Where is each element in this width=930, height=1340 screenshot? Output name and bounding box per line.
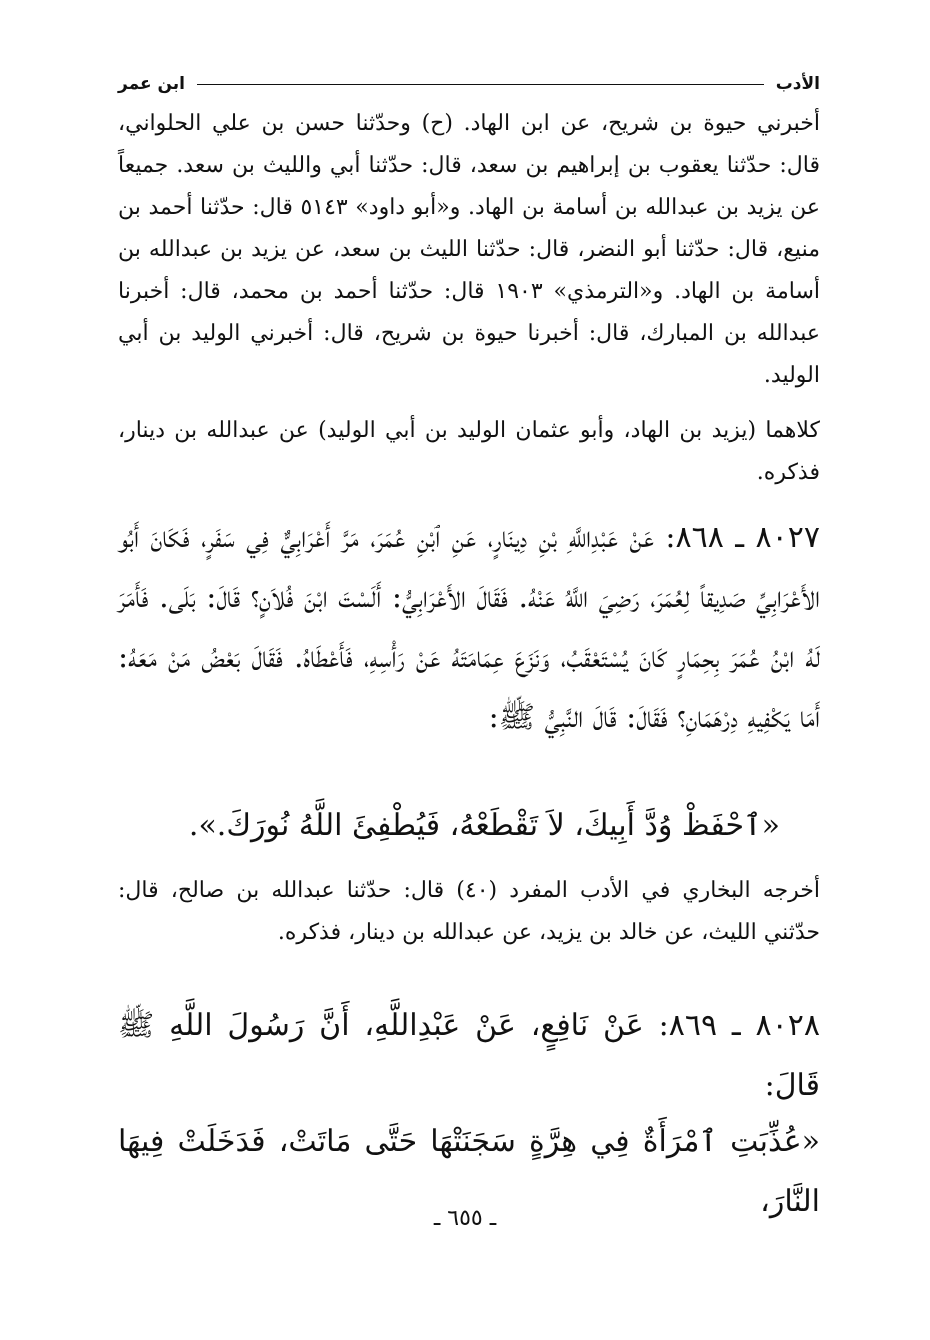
collation-note: كلاهما (يزيد بن الهاد، وأبو عثمان الوليد بن أبي الوليد) عن عبدالله بن دينار، فذكره.	[118, 418, 820, 485]
hadith-869-text: ٨٠٢٨ ـ ٨٦٩: عَنْ نَافِعٍ، عَنْ عَبْدِاللَّهِ، أَنَّ رَسُولَ اللَّهِ ﷺ قَالَ:	[118, 1008, 820, 1103]
header-narrator: ابن عمر	[118, 74, 186, 94]
header-chapter: الأدب	[775, 74, 820, 94]
hadith-868-quote: «ٱحْفَظْ وُدَّ أَبِيكَ، لاَ تَقْطَعْهُ، فَيُطْفِئَ اللَّهُ نُورَكَ.».	[188, 808, 780, 843]
header-rule	[197, 84, 764, 85]
page-number: ـ ٦٥٥ ـ	[433, 1206, 497, 1231]
running-header	[118, 72, 820, 96]
hadith-869-quote: «عُذِّبَتِ ٱمْرَأَةٌ فِي هِرَّةٍ سَجَنَتْهَا حَتَّى مَاتَتْ، فَدَخَلَتْ فِيهَا النَّارَ،	[118, 1124, 820, 1219]
hadith-868-source: أخرجه البخاري في الأدب المفرد (٤٠) قال: حدّثنا عبدالله بن صالح، قال: حدّثني الليث، عن خالد بن يزيد، عن عبدالله بن دينار، فذكره.	[118, 878, 820, 945]
hadith-868-text: ٨٠٢٧ ـ ٨٦٨: عَنْ عَبْدِاللَّهِ بْنِ دِينَارٍ، عَنِ ٱبْنِ عُمَرَ، مَرَّ أَعْرَابِيٌّ فِي سَفَرٍ، فَكَانَ أَبُو الأَعْرَابِيِّ صَدِيقاً لِعُمَرَ، رَضِيَ اللَّهُ عَنْهُ. فَقَالَ الأَعْرَابِيُّ: أَلَسْتَ ابْنَ فُلاَنٍ؟ قَالَ: بَلَى. فَأَمَرَ لَهُ ابْنُ عُمَرَ بِحِمَارٍ كَانَ يُسْتَعْقَبُ، وَنَزَعَ عِمَامَتَهُ عَنْ رَأْسِهِ، فَأَعْطَاهُ. فَقَالَ بَعْضُ مَنْ مَعَهُ: أَمَا يَكْفِيهِ دِرْهَمَانِ؟ فَقَالَ: قَالَ النَّبِيُّ ﷺ:	[118, 520, 820, 735]
sources-paragraph: أخبرني حيوة بن شريح، عن ابن الهاد. (ح) وحدّثنا حسن بن علي الحلواني، قال: حدّثنا يعقوب بن إبراهيم بن سعد، قال: حدّثنا أبي والليث بن سعد. جميعاً عن يزيد بن عبدالله بن أسامة بن الهاد. و«أبو داود» ٥١٤٣ قال: حدّثنا أحمد بن منيع، قال: حدّثنا أبو النضر، قال: حدّثنا الليث بن سعد، عن يزيد بن عبدالله بن أسامة بن الهاد. و«الترمذي» ١٩٠٣ قال: حدّثنا أحمد بن محمد، قال: أخبرنا عبدالله بن المبارك، قال: أخبرنا حيوة بن شريح، قال: أخبرني الوليد بن أبي الوليد.	[118, 111, 820, 388]
